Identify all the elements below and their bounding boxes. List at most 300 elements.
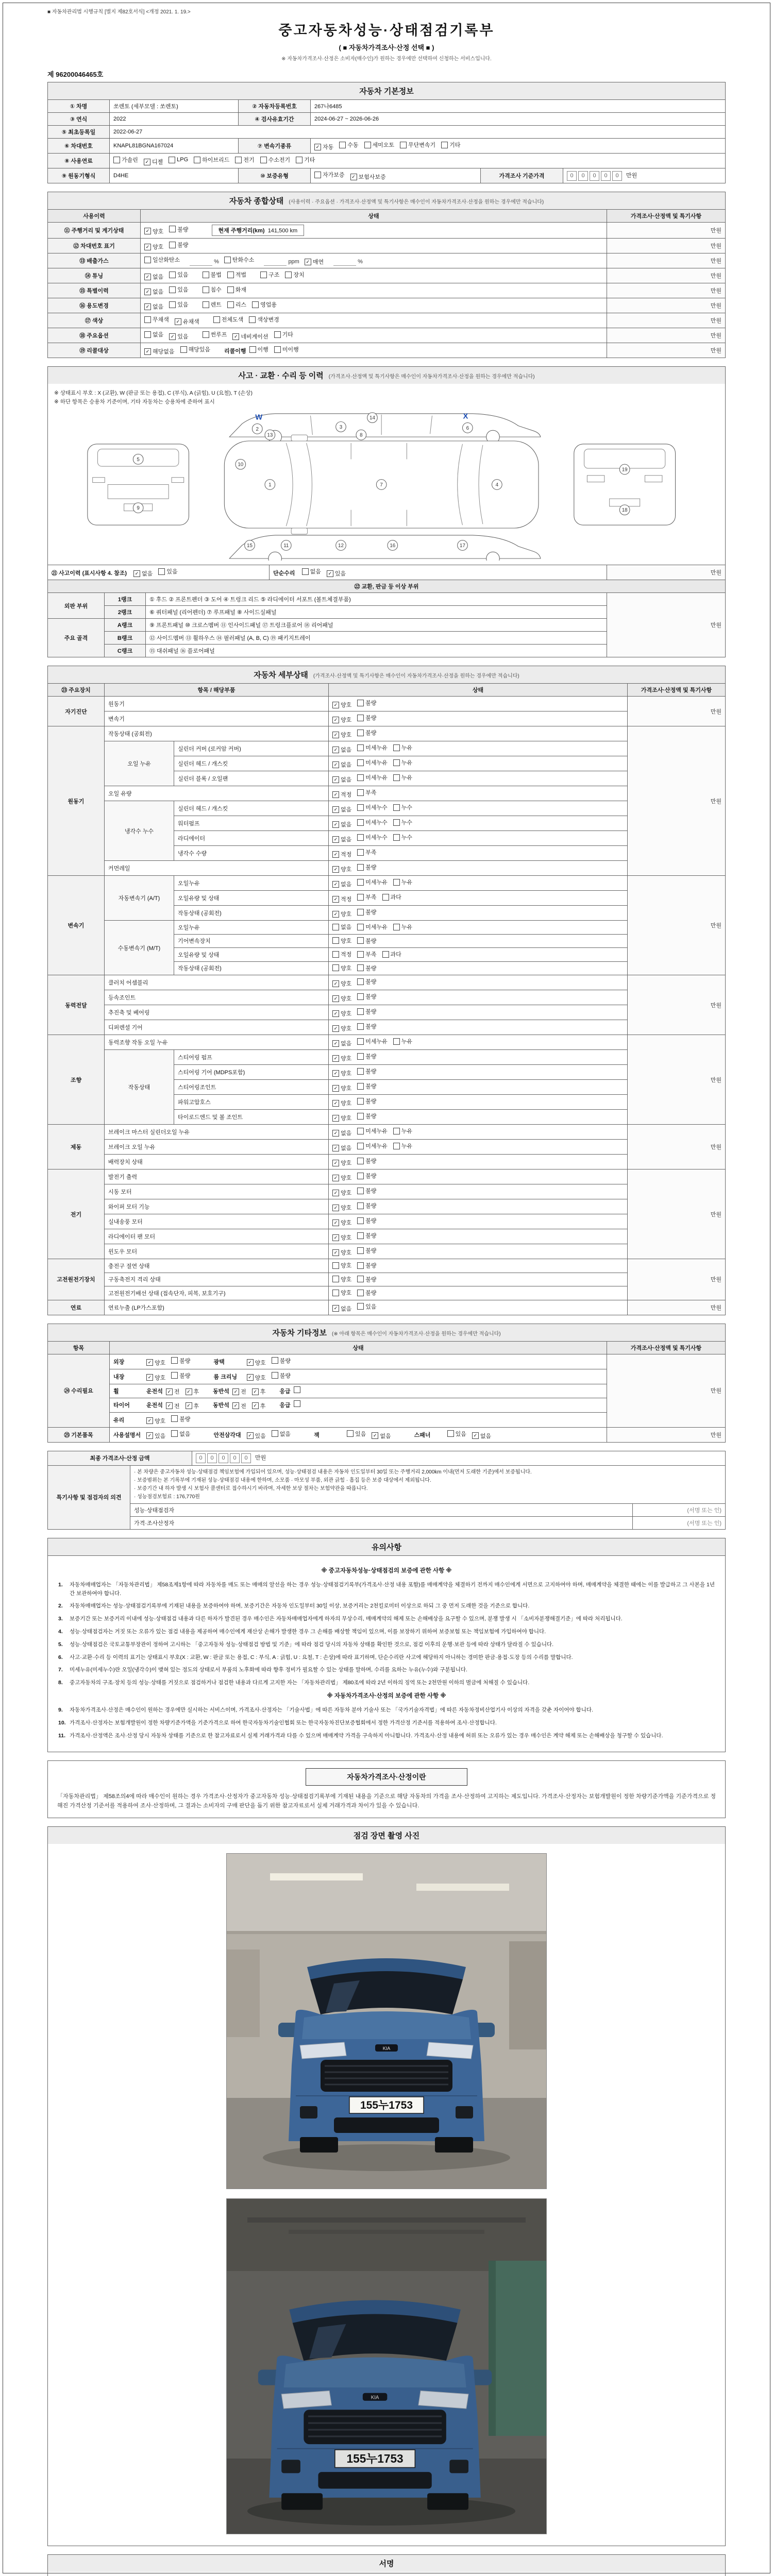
checkbox-checked: ✓ [332, 776, 339, 783]
item-label: 오일누유 [174, 921, 329, 935]
checkbox-option: ✓ 양호 [332, 910, 351, 918]
usage-item-label: ⑭ 튜닝 [48, 268, 141, 283]
checkbox-unchecked [382, 894, 389, 901]
state-cell [141, 223, 607, 239]
checkbox-checked: ✓ [332, 1100, 339, 1107]
checkbox-unchecked [393, 879, 400, 886]
checkbox-option: 불량 [357, 1261, 376, 1269]
checkbox-option: 수소전기 [260, 156, 291, 164]
svg-text:13: 13 [267, 432, 273, 438]
checkbox-unchecked [171, 1357, 178, 1364]
checkbox-option: 누유 [393, 758, 412, 767]
state-cell [110, 1384, 607, 1398]
inspector-label: 성능·상태점검자 [130, 1503, 633, 1516]
state-cell [329, 831, 628, 846]
checkbox-option: ✓ 있음 [247, 1432, 266, 1440]
diagram-number [133, 454, 143, 465]
checkbox-group [260, 274, 310, 280]
rank-label: C랭크 [105, 645, 146, 657]
checkbox-unchecked [357, 1188, 364, 1194]
price-cell: 만원 [628, 1035, 726, 1125]
diagram-number [336, 422, 346, 432]
checkbox-group: 응급 [279, 1402, 307, 1409]
item-label: 라디에이터 [174, 831, 329, 846]
signature-area [47, 2572, 726, 2576]
checkbox-option: 가솔린 [113, 156, 138, 164]
state-cell [329, 846, 628, 861]
checkbox-option: 누수 [393, 833, 412, 841]
price-cell: 만원 [607, 1354, 726, 1427]
state-cell [141, 239, 607, 253]
checkbox-option: ✓ 없음 [332, 805, 351, 814]
field-label: ⑤ 최초등록일 [48, 126, 110, 139]
checkbox-option [294, 1400, 302, 1407]
price-cell: 만원 [607, 343, 726, 358]
checkbox-checked: ✓ [144, 348, 151, 355]
checkbox-option: 양호 [332, 1275, 351, 1283]
price-cell: 만원 [628, 1300, 726, 1315]
diagram-number [619, 464, 630, 474]
checkbox-option: 불량 [357, 1067, 376, 1075]
device-label: 동력전달 [48, 975, 105, 1035]
checkbox-unchecked [357, 715, 364, 721]
usage-item-label: ⑪ 주행거리 및 계기상태 [48, 223, 141, 239]
checkbox-option: 기타 [296, 156, 315, 164]
notice-paragraph: 11. 가격조사·산정액은 조사·산정 당시 자동차 상태를 기준으로 한 참고자료로서 실제 거래가격과 다를 수 있으며 매매계약 가격을 구속하지 아니합니다. 가격조사·산정 내용에 허위 또는 오류가 있는 경우 매수인은 계약 해제 또는 손해배상을 청구할 수 있습니다. [58, 1733, 663, 1739]
state-cell [329, 961, 628, 975]
checkbox-unchecked [393, 1128, 400, 1134]
checkbox-unchecked [294, 1386, 300, 1393]
final-amount-value: 0 0 0 0 0 만원 [192, 1451, 726, 1465]
checkbox-checked: ✓ [332, 717, 339, 723]
checkbox-unchecked [274, 346, 281, 353]
svg-text:19: 19 [621, 467, 628, 473]
item-label: 고전원전기배선 상태 (접속단자, 피복, 보호기구) [105, 1286, 329, 1300]
rank-items: ① 후드 ② 프론트펜더 ③ 도어 ④ 트렁크 리드 ⑤ 라디에이터 서포트 (볼트체결부품) [146, 593, 607, 606]
appraiser-label: 가격·조사산정자 [130, 1516, 633, 1529]
checkbox-option: 부족 [357, 950, 376, 958]
checkbox-option: 양호 [332, 1261, 351, 1269]
device-label: 연료 [48, 1300, 105, 1315]
item-label: 동력조향 작동 오일 누유 [105, 1035, 329, 1050]
checkbox-unchecked [332, 937, 339, 944]
checkbox-option: 불량 [357, 1216, 376, 1225]
column-header: 상태 [329, 684, 628, 697]
checkbox-checked: ✓ [144, 228, 151, 234]
checkbox-option: 세미오토 [364, 141, 395, 149]
checkbox-unchecked [393, 1038, 400, 1045]
checkbox-option: 영업용 [252, 300, 277, 309]
checkbox-unchecked [171, 1372, 178, 1379]
checkbox-unchecked [357, 864, 364, 871]
panel-group-label: 외판 부위 [48, 593, 105, 619]
checkbox-option: 미세누유 [357, 923, 388, 931]
price-cell: 만원 [607, 298, 726, 313]
checkbox-checked: ✓ [332, 1175, 339, 1181]
diagram-number [388, 540, 398, 551]
checkbox-checked: ✓ [332, 851, 339, 858]
checkbox-option: 불량 [357, 728, 376, 737]
checkbox-option: 불량 [272, 1357, 291, 1365]
checkbox-option: LPG [169, 157, 188, 163]
checkbox-checked: ✓ [169, 333, 176, 340]
field-value [110, 154, 726, 168]
column-header: 사용이력 [48, 210, 141, 223]
price-cell: 만원 [607, 593, 725, 657]
checkbox-unchecked [357, 730, 364, 736]
checkbox-option: ✓ 보험사보증 [350, 173, 386, 181]
checkbox-checked: ✓ [252, 1402, 259, 1409]
item-label: 실내송풍 모터 [105, 1214, 329, 1229]
checkbox-unchecked [113, 157, 120, 163]
item-label: 디퍼렌셜 기어 [105, 1020, 329, 1035]
state-cell [329, 1229, 628, 1244]
checkbox-unchecked [357, 937, 364, 944]
checkbox-unchecked [169, 242, 176, 248]
checkbox-option: ✓ 양호 [332, 1114, 351, 1122]
warranty-notice-line: · 본 차량은 중고자동차 성능·상태점검 책임보험에 가입되어 있으며, 성능·상태점검 내용은 자동차 인도일부터 30일 또는 주행거리 2,000km 이내(먼저 도래한 기준)에서 보증됩니다. [134, 1469, 532, 1475]
checkbox-unchecked [364, 142, 371, 148]
state-cell [329, 801, 628, 816]
field-value [311, 139, 726, 154]
field-value [311, 168, 481, 183]
checkbox-unchecked [357, 804, 364, 811]
checkbox-option: 적법 [227, 270, 246, 279]
checkbox-checked: ✓ [232, 1402, 239, 1409]
repair-item-label: 타이어 [113, 1402, 130, 1409]
checkbox-option: ✓ 없음 [332, 760, 351, 769]
state-cell [329, 1125, 628, 1140]
checkbox-option: 장치 [285, 270, 304, 279]
checkbox-unchecked [357, 1217, 364, 1224]
state-cell [329, 1020, 628, 1035]
checkbox-unchecked [357, 1023, 364, 1030]
price-cell: 만원 [628, 697, 726, 726]
svg-text:2: 2 [256, 426, 259, 432]
device-label: 자기진단 [48, 697, 105, 726]
checkbox-option: 전기 [235, 156, 254, 164]
checkbox-unchecked [357, 834, 364, 841]
svg-text:3: 3 [339, 424, 343, 430]
checkbox-option: 과다 [382, 950, 401, 958]
checkbox-checked: ✓ [332, 747, 339, 753]
diagram-number [458, 540, 468, 551]
usage-item-label: ⑱ 주요옵션 [48, 328, 141, 343]
checkbox-option: ✓ 없음 [332, 1129, 351, 1137]
repair-item-label: 외장 [113, 1359, 125, 1365]
final-amount-label: 최종 가격조사·산정 금액 [48, 1451, 192, 1465]
checkbox-unchecked [357, 789, 364, 796]
amount-digit: 0 [241, 1453, 251, 1463]
checkbox-option: 화재 [227, 285, 246, 294]
svg-text:10: 10 [238, 462, 244, 468]
section-etc-info [47, 1324, 726, 1443]
checkbox-option: ✓ 없음 [332, 775, 351, 784]
item-label: 작동상태 (공회전) [105, 726, 329, 741]
item-label: 와이퍼 모터 기능 [105, 1199, 329, 1214]
section-photos [47, 1826, 726, 2546]
diagram-number [236, 459, 246, 469]
checkbox-checked: ✓ [327, 570, 333, 577]
checkbox-checked: ✓ [332, 1305, 339, 1312]
section-final-price [47, 1451, 726, 1530]
checkbox-option: ✓ 양호 [332, 1054, 351, 1062]
usage-item-label: ⑬ 배출가스 [48, 253, 141, 268]
price-cell: 만원 [607, 565, 726, 580]
section-note: (가격조사·산정액 및 특기사항은 매수인이 자동차가격조사·산정을 원하는 경우에만 적습니다) [313, 673, 519, 679]
checkbox-option: 부족 [357, 788, 376, 796]
svg-text:6: 6 [466, 425, 469, 431]
amount-digit: 0 [601, 171, 611, 181]
checkbox-unchecked [357, 1173, 364, 1179]
notice-paragraph: 1. 자동차매매업자는 「자동차관리법」 제58조제1항에 따라 자동차를 매도 또는 매매의 알선을 하는 경우 성능·상태점검기록부(가격조사·산정 내용 포함)를 매매계약을 체결하기 전까지 매수인에게 서면으로 고지하여야 하며, 매매계약을 체결한 때에는 이를 발급하고 그 사본을 1년간 보관하여야 합니다. [58, 1581, 715, 1597]
checkbox-option: 불량 [357, 1022, 376, 1030]
checkbox-unchecked [357, 924, 364, 930]
checkbox-group: 운전석 ✓ 전 ✓ 후 [146, 1388, 199, 1395]
page-title: 중고자동차성능·상태점검기록부 [278, 23, 495, 38]
checkbox-unchecked [357, 978, 364, 985]
checkbox-unchecked [272, 1357, 278, 1364]
notice-paragraph: 6. 사고·교환·수리 등 이력의 표기는 상태표시 부호(X : 교환, W : 판금 또는 용접, C : 부식, A : 긁힘, U : 요철, T : 손상)에 따라 표기하며, 단순수리란 사고에 해당하지 아니하는 경미한 판금·용접·도장 등의 수리를 말합니다. [58, 1654, 573, 1660]
field-label: ① 차명 [48, 100, 110, 113]
checkbox-checked: ✓ [332, 761, 339, 768]
state-cell [329, 1273, 628, 1286]
column-header: ㉓ 주요장치 [48, 684, 105, 697]
checkbox-unchecked [249, 316, 256, 323]
checkbox-option: 과다 [382, 893, 401, 901]
rank-items: ⑮ 대쉬패널 ⑯ 플로어패널 [146, 645, 607, 657]
checkbox-unchecked [213, 316, 220, 323]
section-note: (사용이력 · 주요옵션 · 가격조사·산정액 및 특기사항은 매수인이 자동차가격조사·산정을 원하는 경우에만 적습니다) [289, 199, 544, 205]
checkbox-option: 불량 [171, 1371, 190, 1380]
accident-diagram-box [47, 384, 726, 565]
checkbox-option: 불량 [357, 1289, 376, 1297]
checkbox-unchecked [357, 1083, 364, 1090]
column-header: 상태 [110, 1341, 607, 1354]
checkbox-option: ✓ 없음 [332, 820, 351, 828]
diagram-number [367, 413, 378, 423]
checkbox-checked: ✓ [332, 1010, 339, 1017]
checkbox-option: 미세누수 [357, 833, 388, 841]
checkbox-option: 불량 [357, 992, 376, 1001]
checkbox-checked: ✓ [133, 570, 140, 577]
section-title-overall: 자동차 종합상태 (사용이력 · 주요옵션 · 가격조사·산정액 및 특기사항은 매수인이 자동차가격조사·산정을 원하는 경우에만 적습니다) [47, 192, 726, 209]
checkbox-option: 불량 [357, 699, 376, 707]
item-label: 실린더 헤드 / 개스킷 [174, 801, 329, 816]
notice-title: 유의사항 [48, 1538, 725, 1556]
checkbox-group [213, 318, 285, 325]
svg-text:8: 8 [360, 432, 363, 438]
svg-text:12: 12 [338, 543, 344, 549]
checkbox-unchecked [169, 272, 176, 278]
checkbox-option: 불량 [357, 1112, 376, 1120]
checkbox-unchecked [227, 301, 234, 308]
state-cell [329, 1155, 628, 1170]
state-cell [329, 1005, 628, 1020]
checkbox-group: 운전석 ✓ 전 ✓ 후 [146, 1402, 199, 1410]
svg-text:1: 1 [268, 482, 272, 488]
checkbox-option: ✓ 후 [186, 1402, 199, 1410]
state-cell [329, 741, 628, 756]
usage-item-label: ⑯ 용도변경 [48, 298, 141, 313]
notice-paragraph: 4. 성능·상태점검자는 거짓 또는 오류가 있는 점검 내용을 제공하여 매수인에게 재산상 손해가 발생한 경우 그 손해를 배상할 책임이 있으며, 이를 보장하기 위하여 보증보험 또는 책임보험에 가입하여야 합니다. [58, 1629, 546, 1635]
checkbox-unchecked [249, 346, 256, 353]
item-label: 작동상태 (공회전) [174, 961, 329, 975]
checkbox-checked: ✓ [166, 1402, 173, 1409]
state-cell [110, 1427, 607, 1442]
checkbox-unchecked [332, 951, 339, 958]
checkbox-option: ✓ 양호 [332, 865, 351, 873]
checkbox-unchecked [294, 1400, 300, 1407]
checkbox-checked: ✓ [332, 881, 339, 888]
checkbox-checked: ✓ [332, 732, 339, 738]
checkbox-unchecked [169, 286, 176, 293]
checkbox-option: ✓ 양호 [247, 1359, 266, 1367]
checkbox-option: ✓ 없음 [144, 302, 163, 311]
checkbox-option: 누수 [393, 803, 412, 811]
checkbox-option: 없음 [272, 1430, 291, 1438]
checkbox-option: 불량 [169, 241, 188, 249]
field-value: KNAPL81BGNA167024 [110, 139, 239, 154]
item-label: 라디에이터 팬 모터 [105, 1229, 329, 1244]
checkbox-option: ✓ 적정 [332, 850, 351, 858]
checkbox-option: 있음 [158, 567, 177, 575]
item-label: 오일 유량 [105, 786, 329, 801]
checkbox-option: 미세누수 [357, 818, 388, 826]
checkbox-unchecked [260, 272, 267, 278]
diagram-number [281, 540, 291, 551]
diagram-number [376, 480, 386, 490]
state-cell [329, 697, 628, 711]
svg-text:17: 17 [460, 543, 465, 549]
field-value: 2022-06-27 [110, 126, 726, 139]
signature-title: 서명 [47, 2554, 726, 2572]
checkbox-option: ✓ 양호 [332, 1204, 351, 1212]
checkbox-option: 불량 [357, 937, 376, 945]
state-cell [329, 948, 628, 962]
checkbox-group [203, 303, 282, 310]
state-cell [329, 1140, 628, 1155]
warranty-notice-line: · 보증범위는 본 기록부에 기재된 성능·상태점검 내용에 한하며, 소모품 · 마모성 부품, 외관 긁힘 · 흠집 등은 보증 대상에서 제외됩니다. [134, 1477, 431, 1483]
inspector-opinion-table [47, 1465, 726, 1530]
checkbox-option [294, 1386, 302, 1393]
checkbox-unchecked [332, 924, 339, 930]
price-cell: 만원 [607, 1427, 726, 1442]
checkbox-unchecked [357, 1262, 364, 1269]
checkbox-option: 무단변속기 [400, 141, 435, 149]
page-subtitle: ( ■ 자동차가격조사·산정 선택 ■ ) [339, 44, 434, 52]
pricing-info-box [47, 1760, 726, 1818]
price-cell: 만원 [607, 313, 726, 328]
checkbox-option: 미세누유 [357, 773, 388, 782]
notice-paragraph: 8. 중고자동차의 구조·장치 등의 성능·상태를 거짓으로 점검하거나 점검한 내용과 다르게 고지한 자는 「자동차관리법」 제80조에 따라 2년 이하의 징역 또는 2천만원 이하의 벌금에 처해질 수 있습니다. [58, 1680, 530, 1686]
checkbox-unchecked [227, 286, 234, 293]
checkbox-unchecked [347, 1430, 354, 1437]
notice-subheading: ※ 자동차가격조사·산정의 보증에 관한 사항 ※ [327, 1693, 446, 1700]
checkbox-option: ✓ 없음 [332, 880, 351, 888]
item-label: 냉각수 수량 [174, 846, 329, 861]
checkbox-unchecked [302, 568, 309, 575]
checkbox-checked: ✓ [332, 821, 339, 828]
checkbox-unchecked [357, 894, 364, 901]
checkbox-unchecked [357, 1098, 364, 1105]
checkbox-option: ✓ 양호 [332, 1233, 351, 1242]
checkbox-unchecked [332, 1262, 339, 1269]
checkbox-group [144, 289, 194, 295]
checkbox-option: 없음 [332, 923, 351, 931]
item-label: 윈도우 모터 [105, 1244, 329, 1259]
warranty-notice-text [134, 1468, 721, 1501]
item-label: 작동상태 (공회전) [174, 906, 329, 921]
notice-paragraph: 5. 성능·상태점검은 국토교통부장관이 정하여 고시하는 「중고자동차 성능·상태점검 방법 및 기준」에 따라 점검 당시의 자동차 상태를 확인한 것으로, 점검 이후의 운행·보관 등에 따라 상태가 달라질 수 있습니다. [58, 1641, 554, 1648]
price-cell: 만원 [607, 239, 726, 253]
price-cell: 만원 [607, 268, 726, 283]
checkbox-option: 침수 [203, 285, 222, 294]
document-page [47, 0, 726, 2576]
section-signature [47, 2554, 726, 2576]
checkbox-option: 누수 [393, 818, 412, 826]
rank-label: A랭크 [105, 619, 146, 632]
document-number: 제 96200046465호 [47, 71, 104, 78]
price-cell: 만원 [628, 876, 726, 975]
checkbox-unchecked [285, 272, 292, 278]
checkbox-option: 불량 [357, 1201, 376, 1210]
checkbox-option: ✓ 양호 [332, 1218, 351, 1227]
exchange-title-row: ㉒ 교환, 판금 등 이상 부위 [48, 580, 726, 593]
diagram-note: ※ 하단 항목은 승용차 기준이며, 기타 자동차는 승용차에 준하여 표시 [54, 399, 215, 405]
field-label: ⑦ 변속기종류 [239, 139, 311, 154]
diagram-number [265, 430, 275, 440]
checkbox-option: 있음 [357, 1302, 376, 1311]
section-detail-condition [47, 666, 726, 1315]
device-label: 전기 [48, 1170, 105, 1259]
checkbox-unchecked [158, 568, 165, 575]
checkbox-unchecked [227, 272, 234, 278]
checkbox-checked: ✓ [332, 896, 339, 903]
checkbox-checked: ✓ [166, 1388, 173, 1395]
checkbox-checked: ✓ [332, 791, 339, 798]
checkbox-unchecked [332, 1290, 339, 1296]
checkbox-option: 불량 [272, 1371, 291, 1380]
field-label: ③ 연식 [48, 113, 110, 126]
checkbox-option: ✓ 없음 [144, 273, 163, 281]
checkbox-unchecked [357, 1053, 364, 1060]
checkbox-option: 불량 [357, 977, 376, 986]
checkbox-option: ✓ 양호 [332, 1174, 351, 1182]
inspection-photo-1 [226, 1853, 547, 2189]
field-value: 쏘렌토 (세부모델 : 쏘렌토) [110, 100, 239, 113]
state-cell [329, 756, 628, 771]
checkbox-option: ✓ 없음 [144, 287, 163, 296]
svg-text:5: 5 [137, 456, 140, 463]
checkbox-unchecked [144, 316, 151, 323]
item-label: 실린더 블록 / 오일팬 [174, 771, 329, 786]
accident-history-cell [48, 565, 270, 580]
checkbox-checked: ✓ [332, 836, 339, 843]
column-header: 가격조사·산정액 및 특기사항 [628, 684, 726, 697]
field-label: ② 자동차등록번호 [239, 100, 311, 113]
checkbox-unchecked [203, 272, 209, 278]
price-cell: 만원 [628, 726, 726, 876]
warranty-notice-line: · 성능점검보험료 : 176,770원 [134, 1494, 200, 1500]
sub-item-label: 작동상태 [105, 1050, 174, 1125]
checkbox-unchecked [441, 142, 448, 148]
title-block [47, 19, 726, 62]
simple-repair-cell [270, 565, 607, 580]
field-value: 267나6485 [311, 100, 726, 113]
checkbox-option: 있음 [447, 1430, 466, 1438]
state-cell [329, 816, 628, 831]
